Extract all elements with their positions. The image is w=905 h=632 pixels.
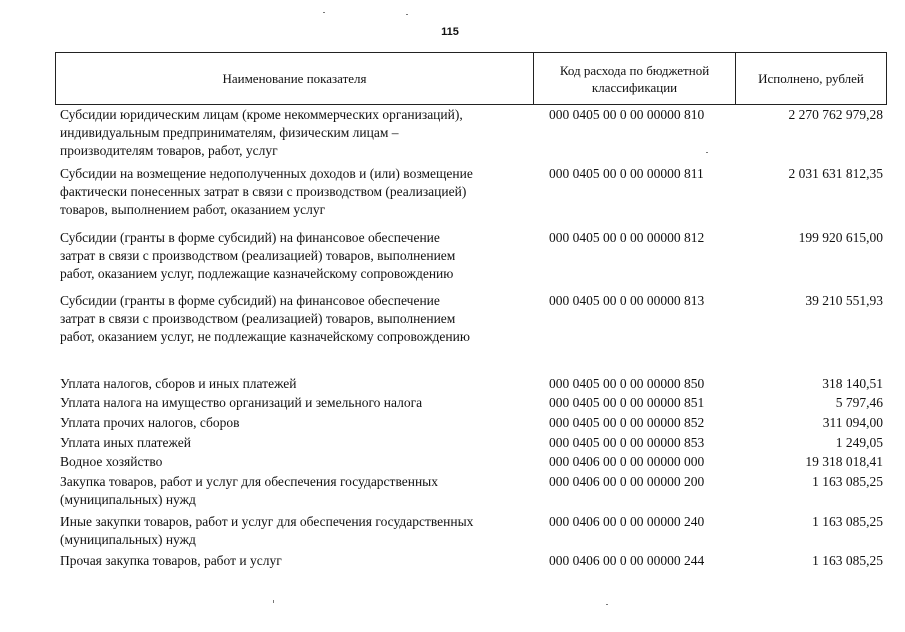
row-amount: 1 163 085,25 <box>812 553 883 568</box>
scan-speck <box>323 12 325 13</box>
row-amount: 1 163 085,25 <box>812 474 883 489</box>
row-code: 000 0405 00 0 00 00000 851 <box>549 395 705 410</box>
header-code: Код расхода по бюджетной классификации <box>534 53 736 104</box>
row-code: 000 0405 00 0 00 00000 810 <box>549 107 705 122</box>
row-code: 000 0406 00 0 00 00000 244 <box>549 553 705 568</box>
row-name: Иные закупки товаров, работ и услуг для обеспечения государственных (муниципальных) нужд <box>60 514 474 547</box>
row-code: 000 0406 00 0 00 00000 000 <box>549 454 705 469</box>
scan-speck <box>273 600 274 603</box>
row-amount: 2 270 762 979,28 <box>788 107 883 122</box>
row-name: Субсидии (гранты в форме субсидий) на финансовое обеспечение затрат в связи с производством (реализацией) товаров, выполнением работ, оказанием услуг, не подлежащие казначейскому сопровождению <box>60 293 470 344</box>
page-number: 115 <box>441 26 459 38</box>
row-amount: 1 249,05 <box>835 435 883 450</box>
scan-speck <box>606 604 608 605</box>
row-amount: 39 210 551,93 <box>805 293 883 308</box>
row-amount: 318 140,51 <box>822 376 883 391</box>
row-code: 000 0406 00 0 00 00000 240 <box>549 514 705 529</box>
row-name: Уплата налогов, сборов и иных платежей <box>60 376 297 391</box>
row-amount: 19 318 018,41 <box>805 454 883 469</box>
row-code: 000 0405 00 0 00 00000 813 <box>549 293 705 308</box>
row-code: 000 0405 00 0 00 00000 811 <box>549 166 704 181</box>
row-code: 000 0405 00 0 00 00000 852 <box>549 415 705 430</box>
row-name: Уплата налога на имущество организаций и земельного налога <box>60 395 423 410</box>
header-name: Наименование показателя <box>56 53 534 104</box>
row-name: Субсидии юридическим лицам (кроме некоммерческих организаций), индивидуальным предпринимателям, физическим лицам – производителям товаров, работ, услуг <box>60 107 463 158</box>
row-amount: 5 797,46 <box>835 395 883 410</box>
row-code: 000 0405 00 0 00 00000 850 <box>549 376 705 391</box>
row-name: Уплата прочих налогов, сборов <box>60 415 240 430</box>
scan-speck <box>706 152 708 153</box>
header-executed: Исполнено, рублей <box>758 71 864 86</box>
scan-speck <box>406 14 408 15</box>
row-amount: 311 094,00 <box>822 415 883 430</box>
row-code: 000 0406 00 0 00 00000 200 <box>549 474 705 489</box>
row-name: Закупка товаров, работ и услуг для обеспечения государственных (муниципальных) нужд <box>60 474 439 507</box>
row-name: Субсидии (гранты в форме субсидий) на финансовое обеспечение затрат в связи с производством (реализацией) товаров, выполнением работ, оказанием услуг, подлежащие казначейскому сопровождению <box>60 230 456 281</box>
row-code: 000 0405 00 0 00 00000 853 <box>549 435 705 450</box>
row-name: Водное хозяйство <box>60 454 163 469</box>
row-amount: 1 163 085,25 <box>812 514 883 529</box>
row-code: 000 0405 00 0 00 00000 812 <box>549 230 705 245</box>
row-amount: 2 031 631 812,35 <box>788 166 883 181</box>
row-name: Уплата иных платежей <box>60 435 191 450</box>
row-name: Прочая закупка товаров, работ и услуг <box>60 553 282 568</box>
row-amount: 199 920 615,00 <box>798 230 883 245</box>
row-name: Субсидии на возмещение недополученных доходов и (или) возмещение фактически понесенных затрат в связи с производством (реализацией) товаров, выполнением работ, оказанием услуг <box>60 166 473 217</box>
